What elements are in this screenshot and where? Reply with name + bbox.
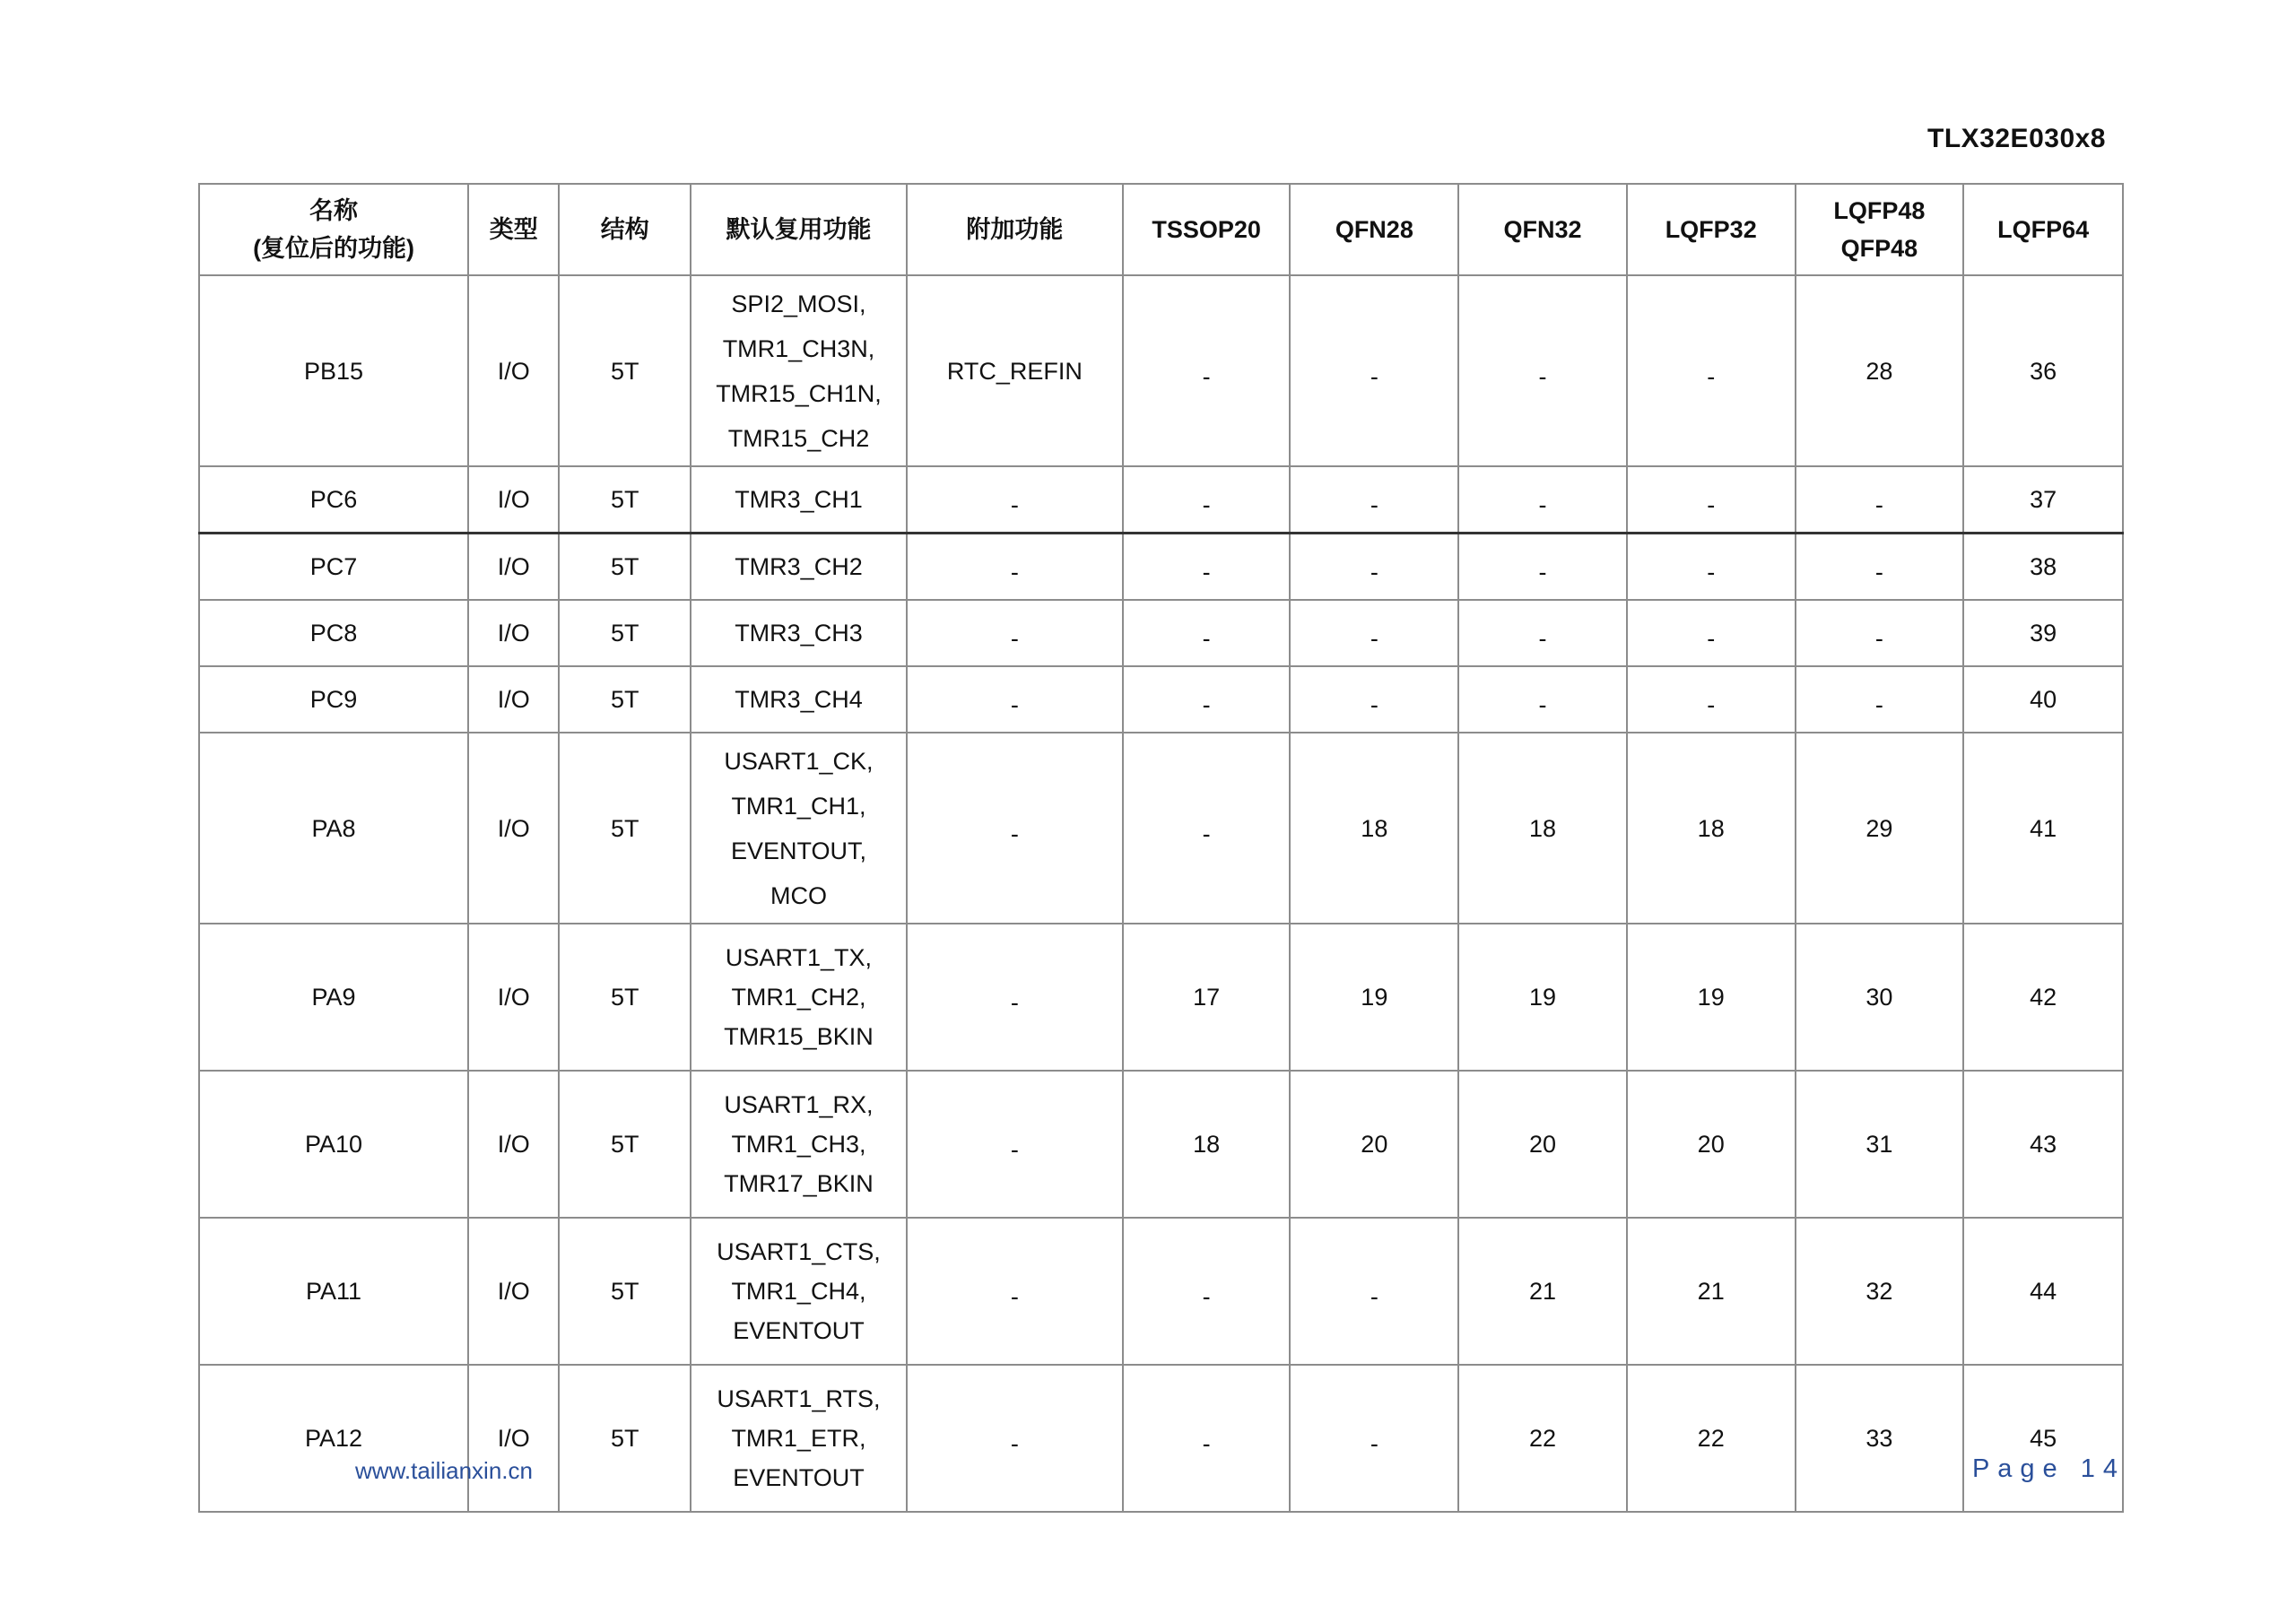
cell-lqfp32: - bbox=[1627, 666, 1796, 733]
cell-type: I/O bbox=[468, 534, 559, 601]
cell-qfn28: - bbox=[1290, 1365, 1458, 1512]
cell-structure: 5T bbox=[559, 1218, 691, 1365]
cell-structure: 5T bbox=[559, 924, 691, 1071]
cell-extra: - bbox=[907, 924, 1123, 1071]
cell-name: PA9 bbox=[199, 924, 468, 1071]
alt-function-line: USART1_CTS, bbox=[717, 1238, 881, 1265]
cell-alt bbox=[691, 600, 907, 666]
cell-tssop20: - bbox=[1123, 1365, 1291, 1512]
cell-qfn28: - bbox=[1290, 1218, 1458, 1365]
alt-function-line: USART1_RTS, bbox=[717, 1385, 881, 1412]
cell-name: PC9 bbox=[199, 666, 468, 733]
column-header-line: (复位后的功能) bbox=[253, 235, 415, 262]
cell-tssop20: - bbox=[1123, 466, 1291, 534]
alt-function-line: EVENTOUT, bbox=[730, 837, 866, 864]
cell-tssop20: - bbox=[1123, 600, 1291, 666]
cell-lqfp32: - bbox=[1627, 275, 1796, 466]
cell-qfn32: - bbox=[1458, 666, 1627, 733]
alt-function-line: TMR1_ETR, bbox=[731, 1425, 866, 1452]
cell-lqfp48: 31 bbox=[1796, 1071, 1964, 1218]
alt-function-line: MCO bbox=[770, 881, 827, 909]
cell-lqfp48: 32 bbox=[1796, 1218, 1964, 1365]
column-header-line: QFP48 bbox=[1840, 235, 1918, 262]
alt-function-line: TMR15_CH1N, bbox=[716, 379, 882, 407]
column-header-line: 名称 bbox=[309, 197, 359, 224]
alt-function-line: USART1_CK, bbox=[724, 747, 874, 775]
cell-qfn32: 18 bbox=[1458, 733, 1627, 924]
footer-website-link[interactable]: www.tailianxin.cn bbox=[355, 1457, 533, 1484]
column-header-line: LQFP48 bbox=[1833, 197, 1926, 224]
cell-extra: - bbox=[907, 534, 1123, 601]
column-header bbox=[1458, 184, 1627, 275]
table-body bbox=[199, 275, 2123, 1512]
cell-tssop20: - bbox=[1123, 666, 1291, 733]
column-header-line: QFN32 bbox=[1503, 216, 1582, 243]
table-row bbox=[199, 600, 2123, 666]
cell-alt bbox=[691, 1218, 907, 1365]
column-header bbox=[1796, 184, 1964, 275]
alt-function-line: TMR3_CH4 bbox=[735, 686, 863, 713]
cell-structure: 5T bbox=[559, 600, 691, 666]
cell-structure: 5T bbox=[559, 466, 691, 534]
column-header bbox=[1627, 184, 1796, 275]
cell-type: I/O bbox=[468, 466, 559, 534]
cell-extra: - bbox=[907, 600, 1123, 666]
cell-tssop20: 18 bbox=[1123, 1071, 1291, 1218]
cell-lqfp32: 18 bbox=[1627, 733, 1796, 924]
cell-lqfp48: 28 bbox=[1796, 275, 1964, 466]
cell-type: I/O bbox=[468, 924, 559, 1071]
cell-lqfp48: - bbox=[1796, 600, 1964, 666]
cell-lqfp32: 20 bbox=[1627, 1071, 1796, 1218]
column-header bbox=[691, 184, 907, 275]
cell-qfn28: 18 bbox=[1290, 733, 1458, 924]
alt-function-line: TMR1_CH4, bbox=[731, 1278, 866, 1305]
cell-lqfp64: 36 bbox=[1963, 275, 2123, 466]
alt-function-line: EVENTOUT bbox=[733, 1317, 865, 1344]
cell-alt bbox=[691, 666, 907, 733]
cell-tssop20: - bbox=[1123, 1218, 1291, 1365]
cell-lqfp32: 22 bbox=[1627, 1365, 1796, 1512]
table-header bbox=[199, 184, 2123, 275]
cell-qfn28: 20 bbox=[1290, 1071, 1458, 1218]
cell-alt bbox=[691, 275, 907, 466]
cell-qfn32: 22 bbox=[1458, 1365, 1627, 1512]
table-row bbox=[199, 1218, 2123, 1365]
cell-lqfp48: - bbox=[1796, 534, 1964, 601]
cell-lqfp32: - bbox=[1627, 466, 1796, 534]
column-header-line: LQFP64 bbox=[1997, 216, 2090, 243]
cell-extra: - bbox=[907, 733, 1123, 924]
cell-extra: - bbox=[907, 666, 1123, 733]
cell-qfn32: 21 bbox=[1458, 1218, 1627, 1365]
cell-type: I/O bbox=[468, 275, 559, 466]
cell-lqfp64: 38 bbox=[1963, 534, 2123, 601]
column-header bbox=[1963, 184, 2123, 275]
cell-extra: - bbox=[907, 1071, 1123, 1218]
cell-alt bbox=[691, 1071, 907, 1218]
alt-function-line: TMR1_CH1, bbox=[731, 792, 866, 820]
cell-lqfp48: 30 bbox=[1796, 924, 1964, 1071]
alt-function-line: TMR1_CH3, bbox=[731, 1131, 866, 1158]
cell-lqfp64: 43 bbox=[1963, 1071, 2123, 1218]
column-header-line: TSSOP20 bbox=[1152, 216, 1261, 243]
column-header bbox=[1290, 184, 1458, 275]
cell-lqfp48: 33 bbox=[1796, 1365, 1964, 1512]
table-header-row bbox=[199, 184, 2123, 275]
alt-function-line: TMR17_BKIN bbox=[724, 1170, 874, 1197]
alt-function-line: TMR3_CH1 bbox=[735, 486, 863, 513]
cell-lqfp32: - bbox=[1627, 600, 1796, 666]
cell-structure: 5T bbox=[559, 534, 691, 601]
cell-lqfp64: 39 bbox=[1963, 600, 2123, 666]
cell-alt bbox=[691, 534, 907, 601]
cell-lqfp64: 42 bbox=[1963, 924, 2123, 1071]
cell-type: I/O bbox=[468, 733, 559, 924]
cell-extra: RTC_REFIN bbox=[907, 275, 1123, 466]
cell-tssop20: 17 bbox=[1123, 924, 1291, 1071]
table-row bbox=[199, 275, 2123, 466]
column-header-line: QFN28 bbox=[1335, 216, 1413, 243]
cell-lqfp64: 44 bbox=[1963, 1218, 2123, 1365]
column-header bbox=[907, 184, 1123, 275]
cell-name: PA10 bbox=[199, 1071, 468, 1218]
column-header bbox=[199, 184, 468, 275]
cell-tssop20: - bbox=[1123, 733, 1291, 924]
cell-structure: 5T bbox=[559, 1365, 691, 1512]
column-header bbox=[468, 184, 559, 275]
cell-extra: - bbox=[907, 1218, 1123, 1365]
cell-qfn32: 20 bbox=[1458, 1071, 1627, 1218]
cell-extra: - bbox=[907, 466, 1123, 534]
cell-type: I/O bbox=[468, 666, 559, 733]
column-header-line: 类型 bbox=[489, 216, 538, 243]
cell-lqfp64: 45 bbox=[1963, 1365, 2123, 1512]
cell-alt bbox=[691, 733, 907, 924]
cell-qfn32: - bbox=[1458, 275, 1627, 466]
table-row bbox=[199, 534, 2123, 601]
alt-function-line: TMR15_BKIN bbox=[724, 1023, 874, 1050]
alt-function-line: TMR3_CH3 bbox=[735, 620, 863, 647]
alt-function-line: USART1_RX, bbox=[724, 1091, 874, 1118]
alt-function-line: TMR1_CH2, bbox=[731, 984, 866, 1011]
column-header bbox=[559, 184, 691, 275]
cell-qfn28: - bbox=[1290, 666, 1458, 733]
table-row bbox=[199, 466, 2123, 534]
cell-name: PC6 bbox=[199, 466, 468, 534]
table-row bbox=[199, 924, 2123, 1071]
column-header-line: 结构 bbox=[600, 216, 649, 243]
cell-qfn28: - bbox=[1290, 466, 1458, 534]
cell-tssop20: - bbox=[1123, 275, 1291, 466]
cell-structure: 5T bbox=[559, 1071, 691, 1218]
cell-name: PB15 bbox=[199, 275, 468, 466]
cell-tssop20: - bbox=[1123, 534, 1291, 601]
document-title: TLX32E030x8 bbox=[1927, 124, 2106, 153]
footer-page-number: Page 14 bbox=[1971, 1454, 2126, 1483]
table-row bbox=[199, 1071, 2123, 1218]
cell-type: I/O bbox=[468, 1365, 559, 1512]
cell-lqfp48: - bbox=[1796, 666, 1964, 733]
cell-lqfp64: 41 bbox=[1963, 733, 2123, 924]
cell-lqfp48: 29 bbox=[1796, 733, 1964, 924]
cell-lqfp48: - bbox=[1796, 466, 1964, 534]
cell-name: PA11 bbox=[199, 1218, 468, 1365]
alt-function-line: SPI2_MOSI, bbox=[731, 290, 866, 317]
cell-name: PA8 bbox=[199, 733, 468, 924]
alt-function-line: TMR1_CH3N, bbox=[722, 334, 875, 362]
cell-lqfp32: 21 bbox=[1627, 1218, 1796, 1365]
cell-qfn32: - bbox=[1458, 600, 1627, 666]
pin-definition-table bbox=[198, 183, 2124, 1513]
cell-qfn28: - bbox=[1290, 534, 1458, 601]
cell-type: I/O bbox=[468, 1071, 559, 1218]
cell-qfn32: - bbox=[1458, 534, 1627, 601]
table-row bbox=[199, 1365, 2123, 1512]
cell-name: PC8 bbox=[199, 600, 468, 666]
cell-lqfp32: - bbox=[1627, 534, 1796, 601]
cell-structure: 5T bbox=[559, 275, 691, 466]
cell-qfn28: - bbox=[1290, 275, 1458, 466]
cell-alt bbox=[691, 924, 907, 1071]
alt-function-line: TMR15_CH2 bbox=[727, 424, 870, 452]
cell-lqfp64: 40 bbox=[1963, 666, 2123, 733]
cell-type: I/O bbox=[468, 1218, 559, 1365]
column-header-line: LQFP32 bbox=[1665, 216, 1757, 243]
cell-qfn28: - bbox=[1290, 600, 1458, 666]
cell-alt bbox=[691, 1365, 907, 1512]
table-row bbox=[199, 733, 2123, 924]
table-row bbox=[199, 666, 2123, 733]
cell-qfn28: 19 bbox=[1290, 924, 1458, 1071]
cell-type: I/O bbox=[468, 600, 559, 666]
column-header-line: 附加功能 bbox=[966, 216, 1064, 243]
cell-name: PC7 bbox=[199, 534, 468, 601]
cell-alt bbox=[691, 466, 907, 534]
cell-lqfp64: 37 bbox=[1963, 466, 2123, 534]
cell-structure: 5T bbox=[559, 733, 691, 924]
cell-structure: 5T bbox=[559, 666, 691, 733]
column-header-line: 默认复用功能 bbox=[726, 216, 872, 243]
alt-function-line: EVENTOUT bbox=[733, 1464, 865, 1491]
column-header bbox=[1123, 184, 1291, 275]
cell-extra: - bbox=[907, 1365, 1123, 1512]
cell-lqfp32: 19 bbox=[1627, 924, 1796, 1071]
alt-function-line: USART1_TX, bbox=[725, 944, 872, 971]
cell-qfn32: 19 bbox=[1458, 924, 1627, 1071]
cell-qfn32: - bbox=[1458, 466, 1627, 534]
alt-function-line: TMR3_CH2 bbox=[735, 553, 863, 580]
cell-name: PA12 bbox=[199, 1365, 468, 1512]
